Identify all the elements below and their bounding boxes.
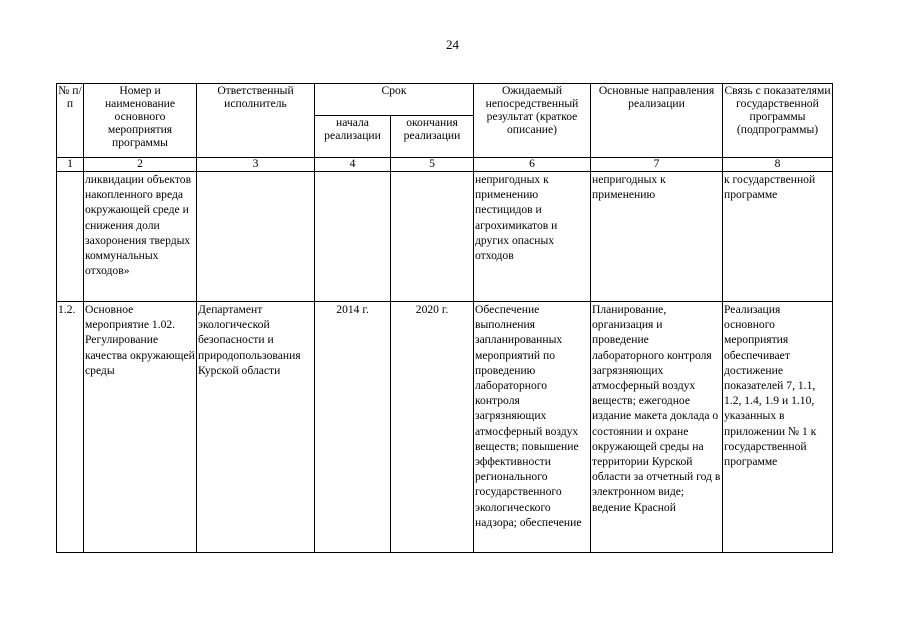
header-number: № п/п <box>57 84 84 158</box>
column-number: 4 <box>315 158 391 172</box>
header-activity-name: Номер и наименование основного мероприятия программы <box>84 84 197 158</box>
column-number: 2 <box>84 158 197 172</box>
end-year <box>391 172 474 302</box>
executor <box>197 172 315 302</box>
column-number: 5 <box>391 158 474 172</box>
column-number: 6 <box>474 158 591 172</box>
row-number: 1.2. <box>57 302 84 553</box>
header-end: окончания реализации <box>391 116 474 158</box>
header-indicator-link: Связь с показателями государственной программы (подпрограммы) <box>723 84 833 158</box>
implementation-directions: Планирование, организация и проведение лабораторного контроля загрязняющих атмосферный воздух веществ; ежегодное издание макета доклада о состоянии и охране окружающей среды на территории Курской области за отчетный год в электронном виде; ведение Красной <box>591 302 723 553</box>
indicator-link: к государственной программе <box>723 172 833 302</box>
program-activities-table <box>56 83 833 553</box>
start-year <box>315 172 391 302</box>
end-year: 2020 г. <box>391 302 474 553</box>
table-row <box>57 302 833 553</box>
executor: Департамент экологической безопасности и природопользования Курской области <box>197 302 315 553</box>
activity-name: Основное мероприятие 1.02. Регулирование качества окружающей среды <box>84 302 197 553</box>
expected-result: непригодных к применению пестицидов и агрохимикатов и других опасных отходов <box>474 172 591 302</box>
header-directions: Основные направления реализации <box>591 84 723 158</box>
header-term: Срок <box>315 84 474 116</box>
expected-result: Обеспечение выполнения запланированных мероприятий по проведению лабораторного контроля загрязняющих атмосферный воздух веществ; повышение эффективности регионального государственного экологического надзора; обеспечение <box>474 302 591 553</box>
header-start: начала реализации <box>315 116 391 158</box>
indicator-link: Реализация основного мероприятия обеспечивает достижение показателей 7, 1.1, 1.2, 1.4, 1.9 и 1.10, указанных в приложении № 1 к государственной программе <box>723 302 833 553</box>
row-number <box>57 172 84 302</box>
column-number: 8 <box>723 158 833 172</box>
header-expected-result: Ожидаемый непосредственный результат (краткое описание) <box>474 84 591 158</box>
header-executor: Ответственный исполнитель <box>197 84 315 158</box>
activity-name: ликвидации объектов накопленного вреда окружающей среде и снижения доли захоронения твердых коммунальных отходов» <box>84 172 197 302</box>
implementation-directions: непригодных к применению <box>591 172 723 302</box>
column-number: 3 <box>197 158 315 172</box>
column-number: 1 <box>57 158 84 172</box>
start-year: 2014 г. <box>315 302 391 553</box>
table-row <box>57 172 833 302</box>
page-number: 24 <box>446 37 459 52</box>
column-number: 7 <box>591 158 723 172</box>
